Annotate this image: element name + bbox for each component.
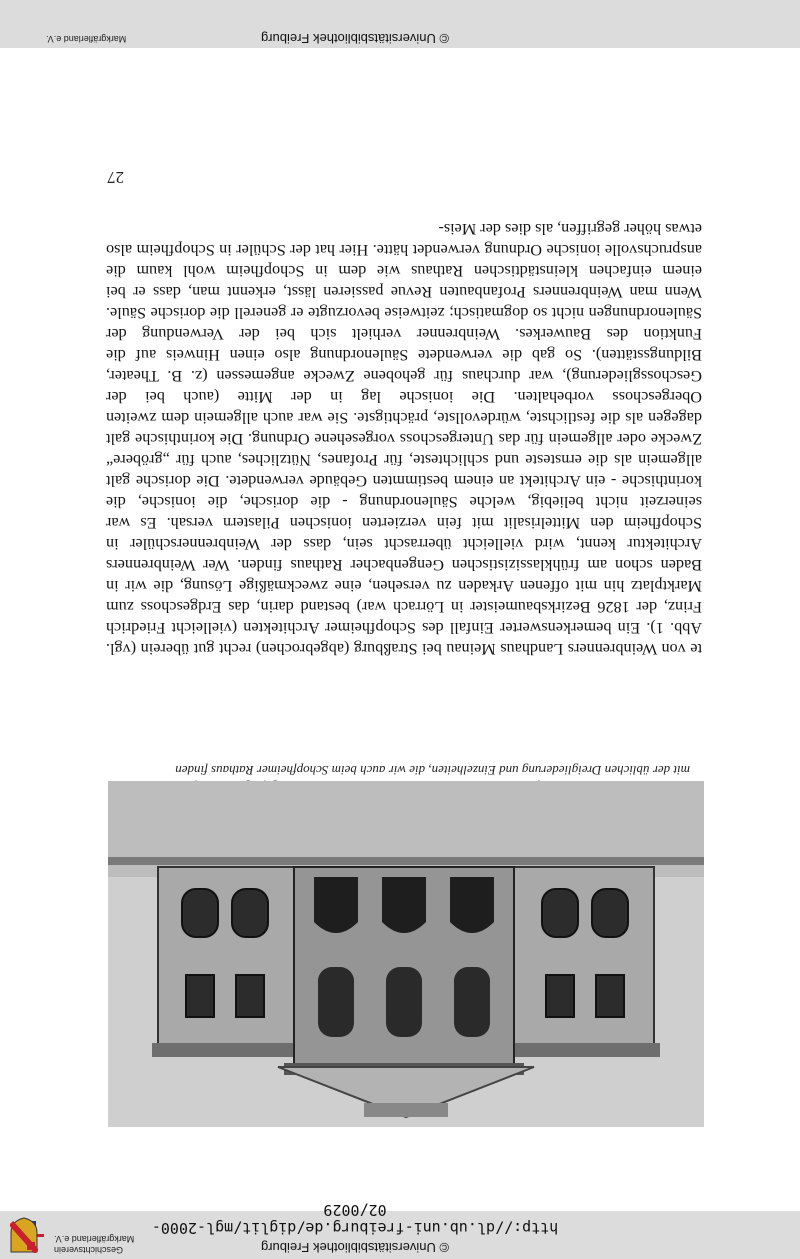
caption-line-2: mit der üblichen Dreigliederung und Einzelheiten, die wir auch beim Schopfheimer Rathaus finden bbox=[175, 763, 690, 778]
figure-engraving bbox=[108, 781, 704, 1127]
society-region: Markgräflerland e.V. bbox=[54, 1234, 135, 1244]
footer-copyright: © Universitätsbibliothek Freiburg bbox=[260, 31, 450, 46]
page-number: 27 bbox=[107, 168, 124, 187]
copyright-text: © Universitätsbibliothek Freiburg bbox=[260, 1240, 450, 1255]
coat-of-arms-icon bbox=[10, 1217, 38, 1253]
body-text bbox=[106, 218, 702, 659]
society-name: Geschichtsverein bbox=[54, 1245, 124, 1255]
header-band bbox=[0, 1201, 800, 1259]
building-facade-illustration bbox=[108, 781, 704, 1127]
footer-society-region: Markgräflerland e.V. bbox=[46, 34, 127, 44]
footer-band bbox=[0, 0, 800, 48]
paragraph: te von Weinbrenners Landhaus Meinau bei Straßburg (abgebrochen) recht gut überein (vgl. Abb. 1). Ein bemerkenswerter Einfall des Schopfheimer Architekten (vielleicht Friedrich Frinz, der 1826 Bezirksbaumeister in Lörrach war) bestand darin, das Erdgeschoss zum Marktplatz hin mit offenen Arkaden zu versehen, eine zweckmäßige Lösung, die wir in Baden schon am frühklassizistischen Gengenbacher Rathaus finden. Wer Weinbrenners Architektur kennt, wird vielleicht überrascht sein, dass der Weinbrennerschüler in Schopfheim den Mittelrisalit mit fein verzierten ionischen Pilastern versah. Es war seinerzeit nicht beliebig, welche Säulenordnung - die dorische, die ionische, die korinthische - ein Architekt an einem bestimmten Gebäude verwendete. Die dorische galt allgemein als die ernsteste und schlichteste, für Profanes, Nützliches, auch für „gröbere“ Zwecke oder allgemein für das Untergeschoss vorgesehene Ordnung. Die korinthische galt dagegen als die festlichste, würdevollste, prächtigste. Sie war auch allgemein dem zweiten Obergeschoss vorbehalten. Die ionische lag in der Mitte (auch bei der Geschossgliederung), war durchaus für gehobene Zwecke angemessen (z. B. Theater, Bildungsstätten). So gab die verwendete Säulenordnung also einen Hinweis auf die Funktion des Bauwerkes. Weinbrenner verhielt sich bei der Verwendung der Säulenordnungen nicht so dogmatisch; zeitweise bevorzugte er generell die dorische Säule. Wenn man Weinbrenners Profanbauten Revue passieren lässt, erkennt man, dass er bei einem einfachen kleinstädtischen Rathaus wie dem in Schopfheim wohl kaum die anspruchsvolle ionische Ordnung verwendet hätte. Hier hat der Schüler in Schopfheim also etwas höher gegriffen, als dies der Meis- bbox=[106, 220, 702, 658]
document-url-link[interactable]: http://dl.ub.uni-freiburg.de/diglit/mgl-2000-02/0029 bbox=[151, 1201, 559, 1237]
